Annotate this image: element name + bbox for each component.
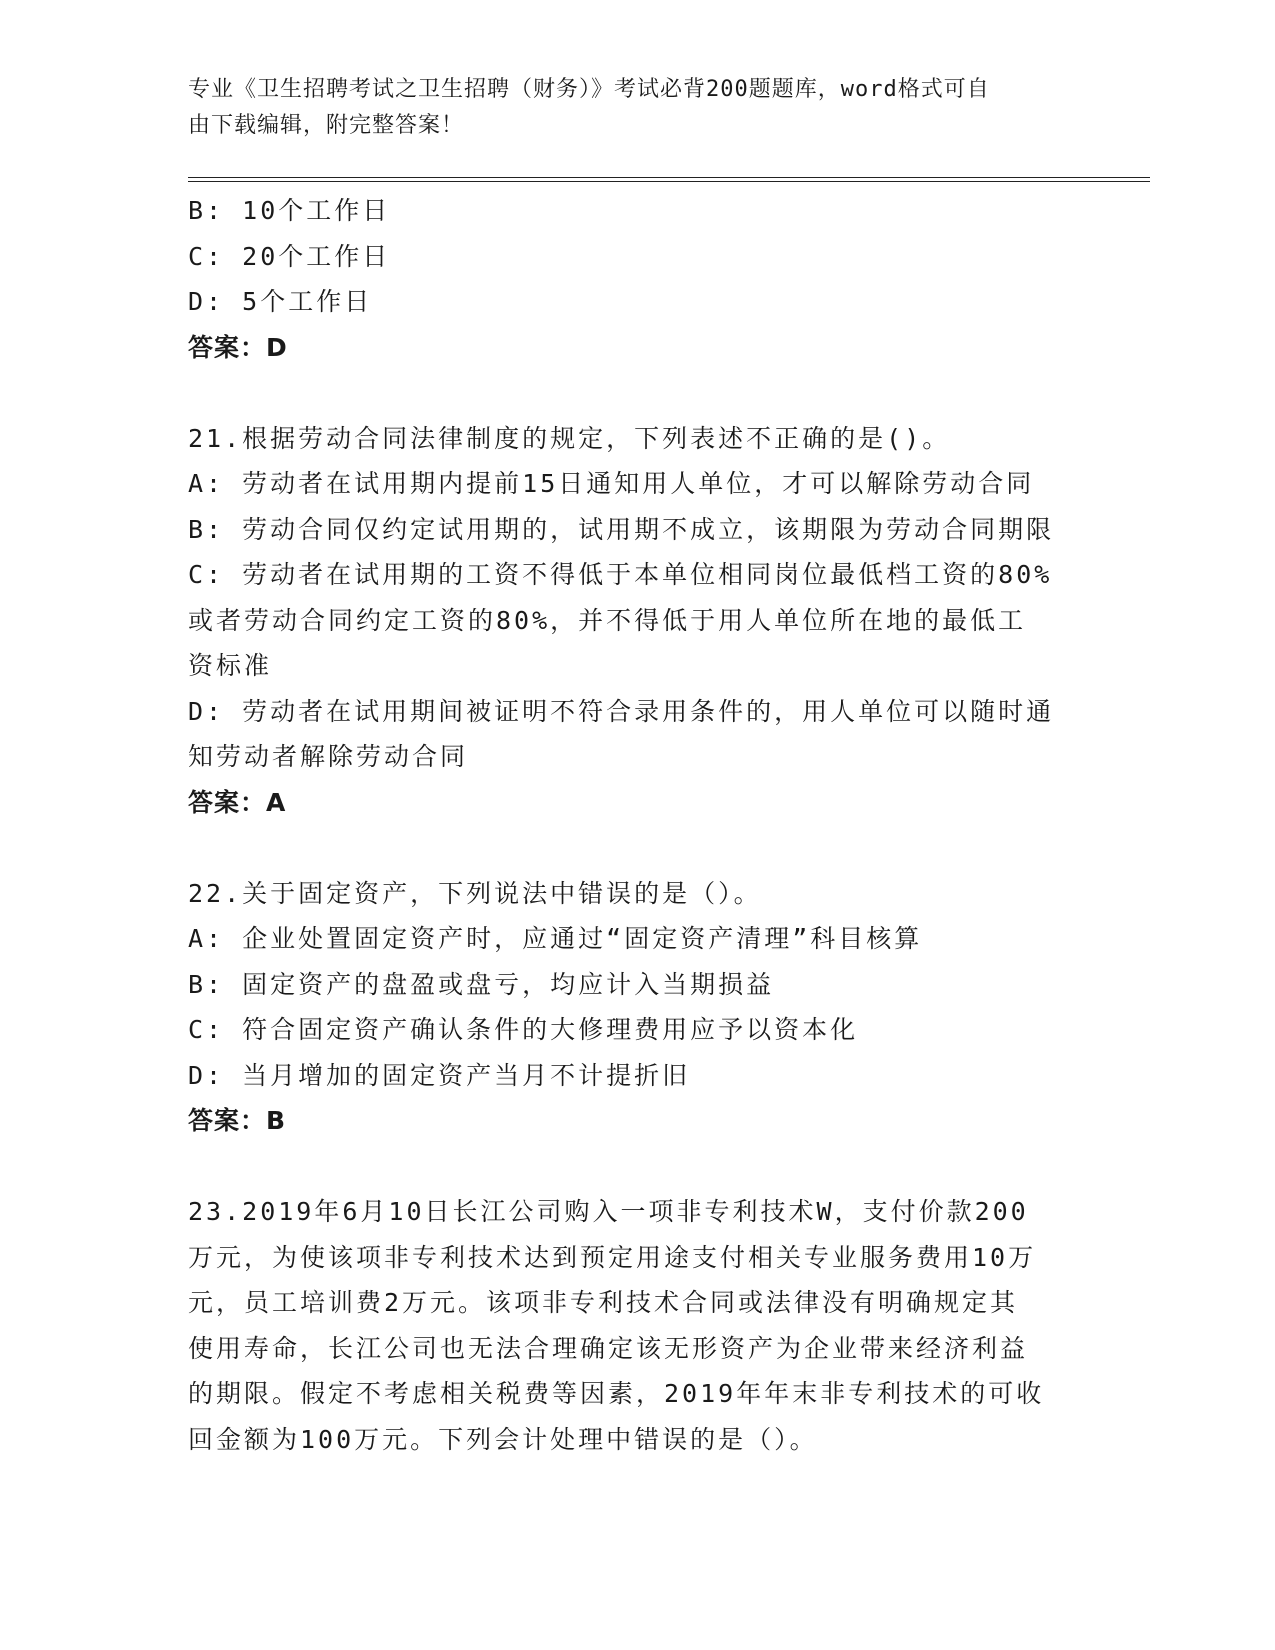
question-stem-line-5: 的期限。假定不考虑相关税费等因素，2019年年末非专利技术的可收	[188, 1379, 1045, 1408]
question-21	[188, 416, 1088, 826]
option-d-line-1: D: 劳动者在试用期间被证明不符合录用条件的，用人单位可以随时通	[188, 696, 1055, 726]
question-stem: 21.根据劳动合同法律制度的规定，下列表述不正确的是()。	[188, 423, 951, 453]
option-c-line-3: 资标准	[188, 651, 273, 680]
option-c: C: 符合固定资产确认条件的大修理费用应予以资本化	[188, 1015, 859, 1044]
spacer	[188, 825, 1088, 871]
header-line-2: 由下载编辑，附完整答案！	[188, 113, 465, 138]
option-d-line-2: 知劳动者解除劳动合同	[188, 742, 469, 771]
option-b: B: 固定资产的盘盈或盘亏，均应计入当期损益	[188, 969, 775, 999]
option-c: C: 20个工作日	[188, 241, 391, 271]
question-stem-line-4: 使用寿命，长江公司也无法合理确定该无形资产为企业带来经济利益	[188, 1333, 1029, 1363]
document-body	[188, 188, 1088, 1462]
document-header	[188, 72, 1068, 144]
question-stem-line-2: 万元，为使该项非专利技术达到预定用途支付相关专业服务费用10万	[188, 1242, 1037, 1272]
question-23	[188, 1189, 1088, 1462]
question-stem: 22.关于固定资产，下列说法中错误的是（）。	[188, 878, 762, 908]
header-divider-bottom	[188, 181, 1150, 182]
question-stem-line-3: 元，员工培训费2万元。该项非专利技术合同或法律没有明确规定其	[188, 1288, 1019, 1317]
option-b: B: 劳动合同仅约定试用期的，试用期不成立，该期限为劳动合同期限	[188, 514, 1055, 544]
question-stem-line-6: 回金额为100万元。下列会计处理中错误的是（）。	[188, 1424, 818, 1454]
option-c-line-2: 或者劳动合同约定工资的80%，并不得低于用人单位所在地的最低工	[188, 605, 1027, 635]
question-stem-line-1: 23.2019年6月10日长江公司购入一项非专利技术W，支付价款200	[188, 1197, 1029, 1226]
option-b: B: 10个工作日	[188, 196, 391, 225]
question-22	[188, 871, 1088, 1144]
spacer	[188, 1144, 1088, 1190]
question-20-tail	[188, 188, 1088, 370]
answer-label: 答案：B	[188, 1106, 287, 1135]
option-d: D: 当月增加的固定资产当月不计提折旧	[188, 1060, 691, 1090]
header-divider-top	[188, 177, 1150, 178]
option-a: A: 企业处置固定资产时，应通过“固定资产清理”科目核算	[188, 924, 923, 953]
header-line-1: 专业《卫生招聘考试之卫生招聘（财务）》考试必背200题题库，word格式可自	[188, 77, 990, 102]
spacer	[188, 370, 1088, 416]
answer-label: 答案：D	[188, 332, 288, 362]
option-c-line-1: C: 劳动者在试用期的工资不得低于本单位相同岗位最低档工资的80%	[188, 560, 1053, 589]
option-d: D: 5个工作日	[188, 287, 373, 316]
option-a: A: 劳动者在试用期内提前15日通知用人单位，才可以解除劳动合同	[188, 469, 1035, 498]
answer-label: 答案：A	[188, 787, 287, 817]
